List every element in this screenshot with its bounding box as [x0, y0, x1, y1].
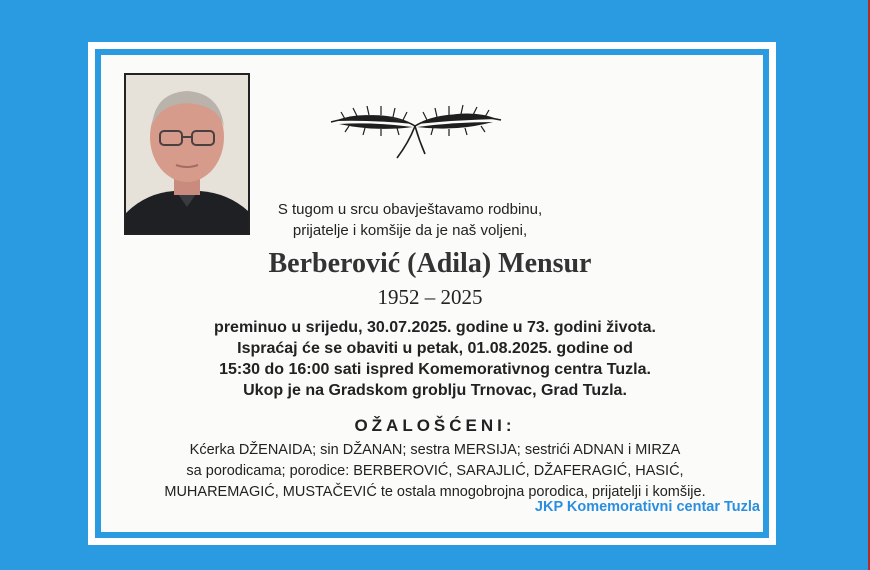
- life-years: 1952 – 2025: [377, 285, 483, 309]
- mourners-list: [110, 440, 760, 503]
- palm-branch-icon: [325, 100, 505, 167]
- mourners-line: sa porodicama; porodice: BERBEROVIĆ, SARAJLIĆ, DŽAFERAGIĆ, HASIĆ,: [186, 463, 684, 479]
- mourners-line: Kćerka DŽENAIDA; sin DŽANAN; sestra MERSIJA; sestrići ADNAN i MIRZA: [189, 442, 681, 458]
- deceased-name: Berberović (Adila) Mensur: [268, 248, 592, 279]
- organization-name: JKP Komemorativni centar Tuzla: [534, 499, 760, 515]
- details-line: Ukop je na Gradskom groblju Trnovac, Grad Tuzla.: [243, 382, 627, 399]
- mourners-heading: OŽALOŠĆENI:: [354, 416, 516, 435]
- mourners-line: MUHAREMAGIĆ, MUSTAČEVIĆ te ostala mnogobrojna porodica, prijatelji i komšije.: [164, 484, 706, 500]
- funeral-details: [120, 317, 750, 401]
- intro-line: S tugom u srcu obavještavamo rodbinu,: [277, 201, 543, 218]
- intro-line: prijatelje i komšije da je naš voljeni,: [292, 222, 528, 239]
- details-line: 15:30 do 16:00 sati ispred Komemorativnog centra Tuzla.: [219, 361, 651, 378]
- details-line: preminuo u srijedu, 30.07.2025. godine u 73. godini života.: [214, 319, 656, 336]
- intro-text: [230, 199, 590, 241]
- details-line: Ispraćaj će se obaviti u petak, 01.08.2025. godine od: [237, 340, 633, 357]
